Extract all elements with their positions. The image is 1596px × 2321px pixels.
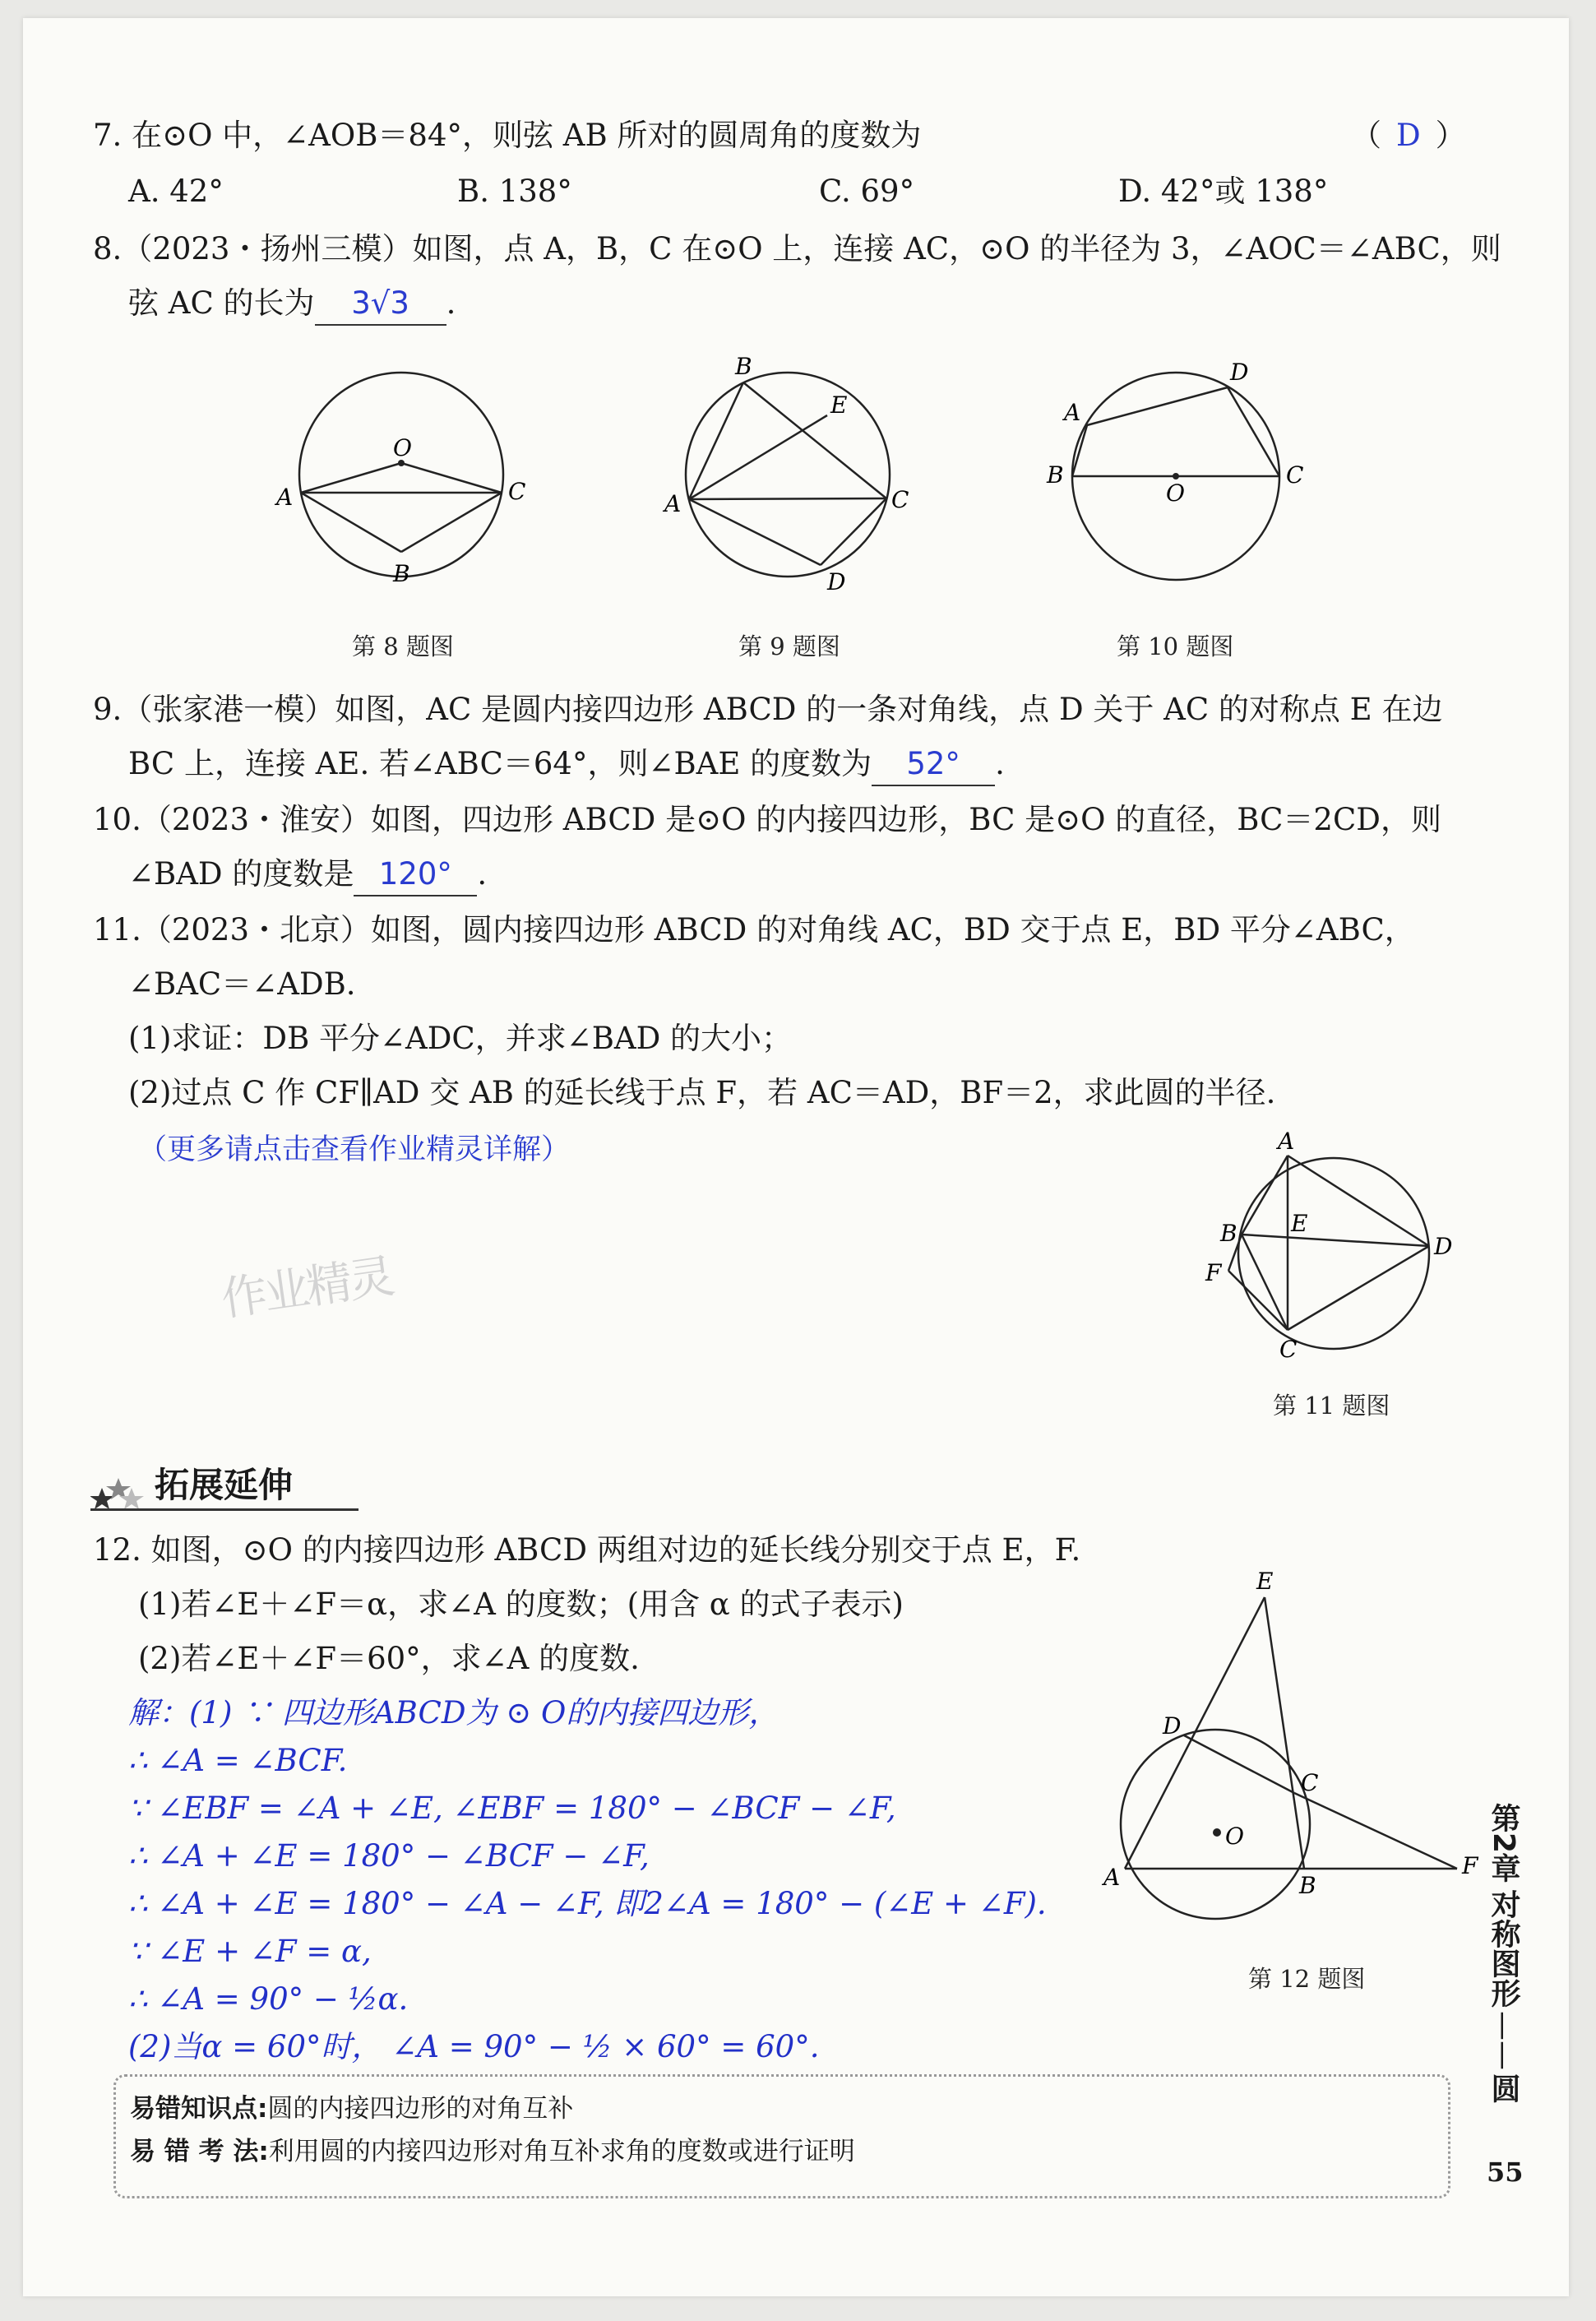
fig9-label-e: E [830,391,848,419]
section-title: 拓展延伸 [155,1465,294,1505]
figure-9 [656,343,928,614]
fig12-caption: 第 12 题图 [1248,1965,1366,1993]
fig8-label-o: O [393,434,412,461]
q9-line2: BC 上，连接 AE. 若∠ABC＝64°，则∠BAE 的度数为 52° . [128,744,1005,786]
fig12-label-f: F [1462,1852,1478,1879]
fig8-label-b: B [393,560,410,587]
q7-option-a: A. 42° [128,174,224,209]
fig9-label-b: B [735,353,752,380]
q7-option-d: D. 42°或 138° [1118,174,1329,209]
q10-line2: ∠BAD 的度数是 120° . [128,854,487,896]
q8-line1: 8.（2023・扬州三模）如图，点 A，B，C 在⊙O 上，连接 AC，⊙O 的半径为 3，∠AOC＝∠ABC，则 [93,231,1501,266]
tip-text-1: 圆的内接四边形的对角互补 [267,2094,574,2124]
fig10-label-o: O [1166,479,1185,507]
q12-stem: 12. 如图，⊙O 的内接四边形 ABCD 两组对边的延长线分别交于点 E，F. [93,1532,1081,1568]
q10-line1: 10.（2023・淮安）如图，四边形 ABCD 是⊙O 的内接四边形，BC 是⊙O 的直径，BC＝2CD，则 [93,802,1441,837]
q11-line1: 11.（2023・北京）如图，圆内接四边形 ABCD 的对角线 AC，BD 交于点 E，BD 平分∠ABC， [93,912,1415,947]
fig11-label-f: F [1205,1259,1222,1286]
q9-line1: 9.（张家港一模）如图，AC 是圆内接四边形 ABCD 的一条对角线，点 D 关于 AC 的对称点 E 在边 [93,692,1443,727]
q7-option-c: C. 69° [819,174,915,209]
q11-part1: (1)求证：DB 平分∠ADC，并求∠BAD 的大小； [128,1021,793,1056]
fig9-label-c: C [891,486,909,513]
fig12-label-c: C [1301,1769,1319,1796]
fig10-caption: 第 10 题图 [1117,632,1234,660]
q12-solution-line-8: (2)当α = 60°时， ∠A = 90° − ½ × 60° = 60°. [128,2029,820,2064]
q12-solution-line-1: 解：(1) ∵ 四边形ABCD为 ⊙ O的内接四边形， [128,1695,779,1730]
tip-line-2 [130,2133,855,2170]
tip-label-1: 易错知识点: [130,2094,268,2124]
watermark-logo: 作业精灵 [218,1249,396,1327]
q9-answer: 52° [906,746,960,781]
fig8-label-a: A [276,484,294,511]
fig8-label-c: C [508,478,526,505]
figure-8 [270,343,541,614]
tip-text-2: 利用圆的内接四边形对角互补求角的度数或进行证明 [268,2137,855,2166]
fig12-label-a: A [1103,1864,1121,1891]
fig10-label-d: D [1230,359,1249,386]
fig8-caption: 第 8 题图 [352,632,454,660]
figure-12 [1092,1564,1487,1926]
fig12-label-b: B [1299,1872,1316,1899]
fig12-label-d: D [1163,1712,1182,1740]
section-underline [90,1508,359,1511]
textbook-page [23,18,1569,2296]
fig11-label-d: D [1434,1233,1453,1260]
fig9-label-a: A [664,490,682,517]
q8-answer-blank [315,283,446,326]
chapter-dash: —— [1487,2011,1520,2071]
chapter-subtitle: 圆 [1487,2073,1520,2104]
fig11-label-c: C [1279,1336,1298,1363]
q8-answer: 3√3 [351,285,409,321]
q7-answer: D [1396,118,1421,153]
fig11-label-a: A [1278,1128,1295,1155]
fig10-label-a: A [1064,399,1081,426]
q12-part1: (1)若∠E＋∠F＝α，求∠A 的度数；(用含 α 的式子表示) [138,1587,904,1622]
fig11-label-b: B [1220,1220,1237,1247]
q11-part2: (2)过点 C 作 CF∥AD 交 AB 的延长线于点 F，若 AC＝AD，BF＝2，求此圆的半径. [128,1075,1276,1110]
fig11-label-e: E [1291,1210,1308,1237]
q12-solution-line-7: ∴ ∠A = 90° − ½α. [128,1981,409,2017]
fig12-label-o: O [1225,1823,1244,1850]
figure-10 [1043,343,1322,614]
q12-solution-line-5: ∴ ∠A + ∠E = 180° − ∠A − ∠F, 即2∠A = 180° − (∠E + ∠F). [128,1886,1047,1921]
q7-answer-bracket: （ D ） [1351,118,1466,153]
tip-label-2: 易 错 考 法: [130,2137,269,2166]
figure-11 [1191,1124,1503,1371]
tip-line-1 [130,2091,573,2127]
q12-solution-line-2: ∴ ∠A = ∠BCF. [128,1743,348,1778]
more-details-link[interactable]: （更多请点击查看作业精灵详解） [138,1133,571,1166]
q10-answer-blank [354,854,477,896]
q8-line2: 弦 AC 的长为 3√3 . [128,283,456,326]
fig9-caption: 第 9 题图 [738,632,840,660]
q9-answer-blank [872,744,995,786]
q11-line2: ∠BAC＝∠ADB. [128,966,356,1002]
q12-solution-line-3: ∵ ∠EBF = ∠A + ∠E, ∠EBF = 180° − ∠BCF − ∠F, [128,1791,896,1826]
fig11-caption: 第 11 题图 [1273,1392,1390,1420]
chapter-title: 对称图形 [1487,1889,1520,2008]
page-number: 55 [1487,2157,1524,2188]
fig10-label-b: B [1047,461,1064,489]
q7-stem: 7. 在⊙O 中，∠AOB＝84°，则弦 AB 所对的圆周角的度数为 [93,118,922,153]
q12-solution-line-4: ∴ ∠A + ∠E = 180° − ∠BCF − ∠F, [128,1838,650,1874]
fig10-label-c: C [1286,461,1304,489]
q12-part2: (2)若∠E＋∠F＝60°，求∠A 的度数. [138,1641,640,1676]
fig12-label-e: E [1256,1568,1274,1595]
q12-solution-line-6: ∵ ∠E + ∠F = α, [128,1934,372,1969]
section-stars-icon [90,1470,148,1511]
fig9-label-d: D [827,568,846,595]
q7-option-b: B. 138° [457,174,572,209]
q10-answer: 120° [378,856,452,892]
chapter-side-label [1478,1803,1528,2103]
chapter-number: 第2章 [1487,1803,1520,1883]
